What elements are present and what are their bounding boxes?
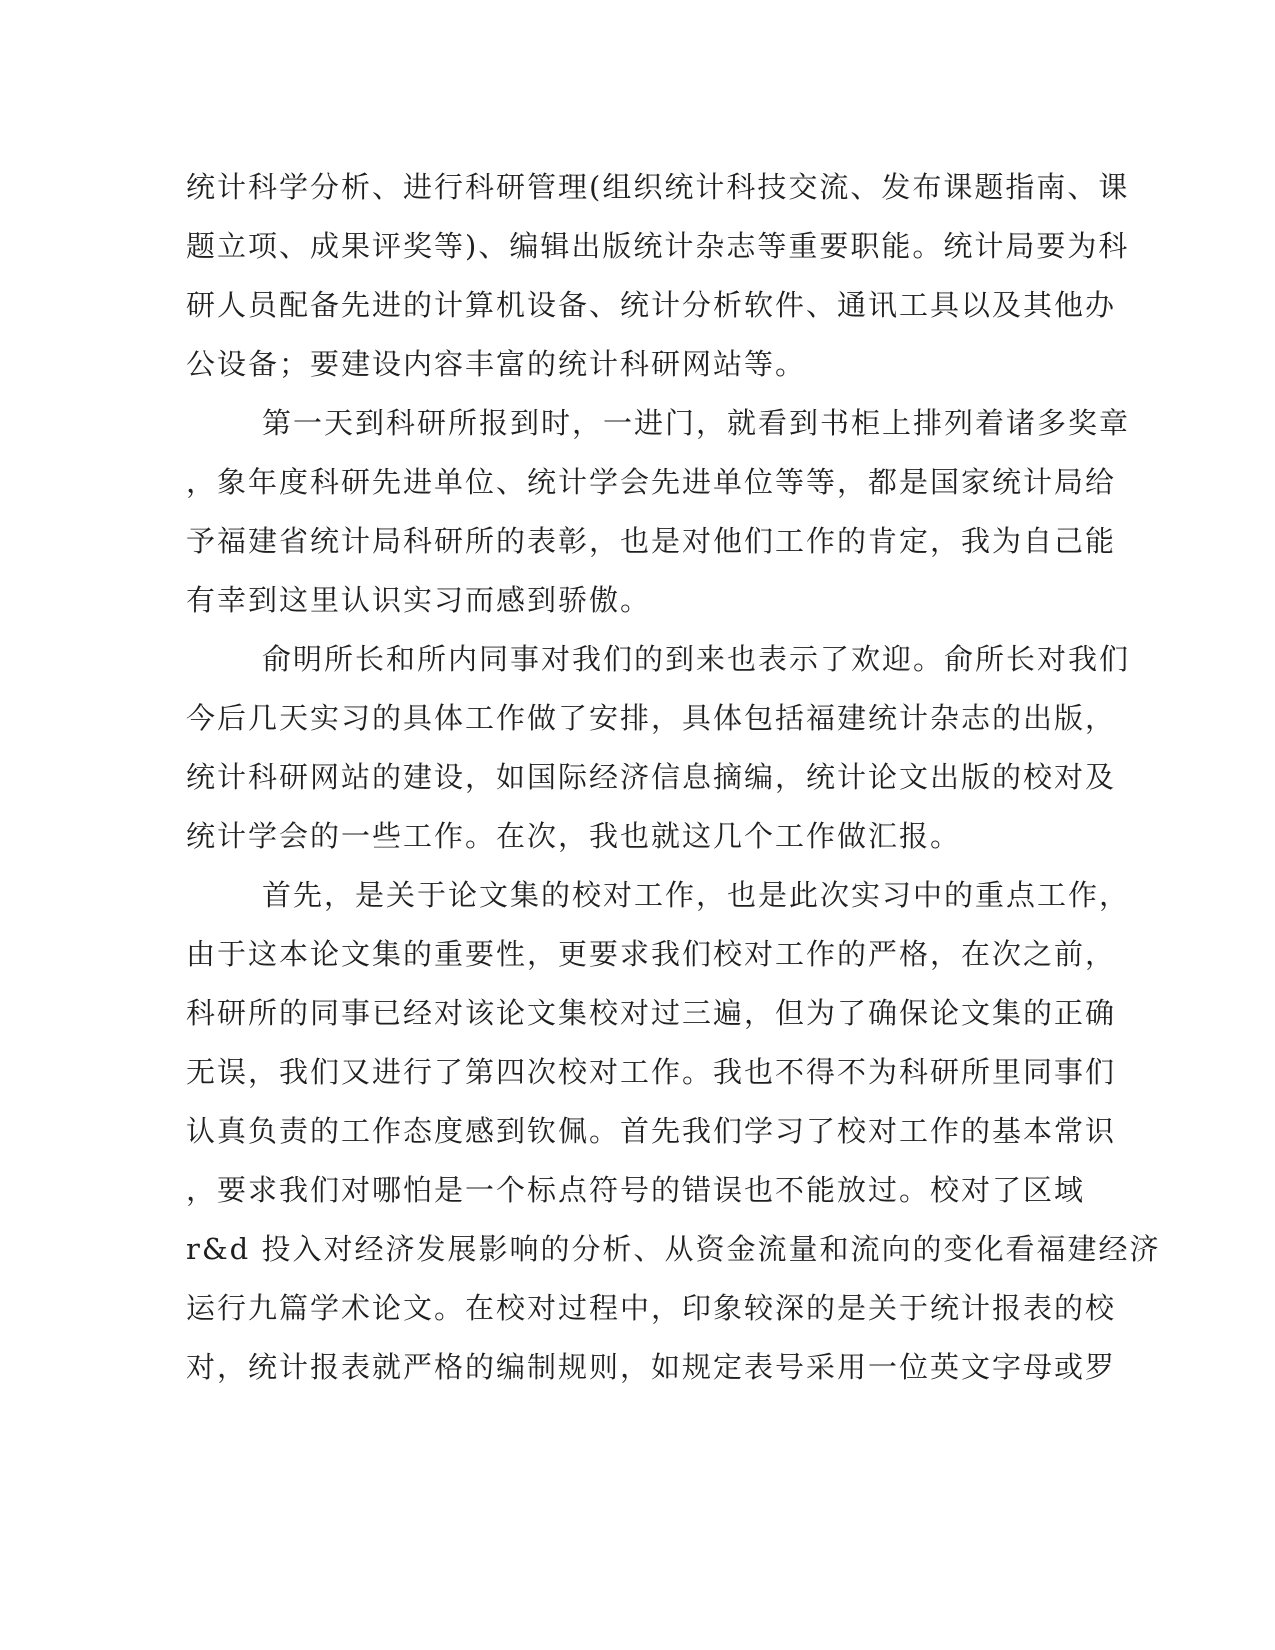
text-line: 公设备；要建设内容丰富的统计科研网站等。 <box>186 347 807 381</box>
text-line: 今后几天实习的具体工作做了安排，具体包括福建统计杂志的出版， <box>186 701 1117 735</box>
text-line: ，象年度科研先进单位、统计学会先进单位等等，都是国家统计局给 <box>186 465 1117 499</box>
text-line: 无误，我们又进行了第四次校对工作。我也不得不为科研所里同事们 <box>186 1055 1117 1089</box>
text-line: 科研所的同事已经对该论文集校对过三遍，但为了确保论文集的正确 <box>186 996 1117 1030</box>
text-line: 运行九篇学术论文。在校对过程中，印象较深的是关于统计报表的校 <box>186 1291 1117 1325</box>
text-line: 统计科学分析、进行科研管理(组织统计科技交流、发布课题指南、课 <box>186 170 1130 204</box>
text-line: 有幸到这里认识实习而感到骄傲。 <box>186 583 652 617</box>
body-text <box>186 158 1161 1397</box>
paragraph-first-line: 俞明所长和所内同事对我们的到来也表示了欢迎。俞所长对我们 <box>262 642 1131 676</box>
text-line: 由于这本论文集的重要性，更要求我们校对工作的严格，在次之前， <box>186 937 1117 971</box>
paragraph-first-line: 第一天到科研所报到时，一进门，就看到书柜上排列着诸多奖章 <box>262 406 1131 440</box>
text-line: r&d 投入对经济发展影响的分析、从资金流量和流向的变化看福建经济 <box>186 1232 1161 1266</box>
text-line: 认真负责的工作态度感到钦佩。首先我们学习了校对工作的基本常识 <box>186 1114 1117 1148</box>
text-line: 对，统计报表就严格的编制规则，如规定表号采用一位英文字母或罗 <box>186 1350 1117 1384</box>
paragraph-first-line: 首先，是关于论文集的校对工作，也是此次实习中的重点工作， <box>262 878 1131 912</box>
text-line: 统计学会的一些工作。在次，我也就这几个工作做汇报。 <box>186 819 962 853</box>
text-line: 题立项、成果评奖等)、编辑出版统计杂志等重要职能。统计局要为科 <box>186 229 1130 263</box>
text-line: 统计科研网站的建设，如国际经济信息摘编，统计论文出版的校对及 <box>186 760 1117 794</box>
text-line: 予福建省统计局科研所的表彰，也是对他们工作的肯定，我为自己能 <box>186 524 1117 558</box>
text-line: ，要求我们对哪怕是一个标点符号的错误也不能放过。校对了区域 <box>186 1173 1086 1207</box>
text-line: 研人员配备先进的计算机设备、统计分析软件、通讯工具以及其他办 <box>186 288 1117 322</box>
